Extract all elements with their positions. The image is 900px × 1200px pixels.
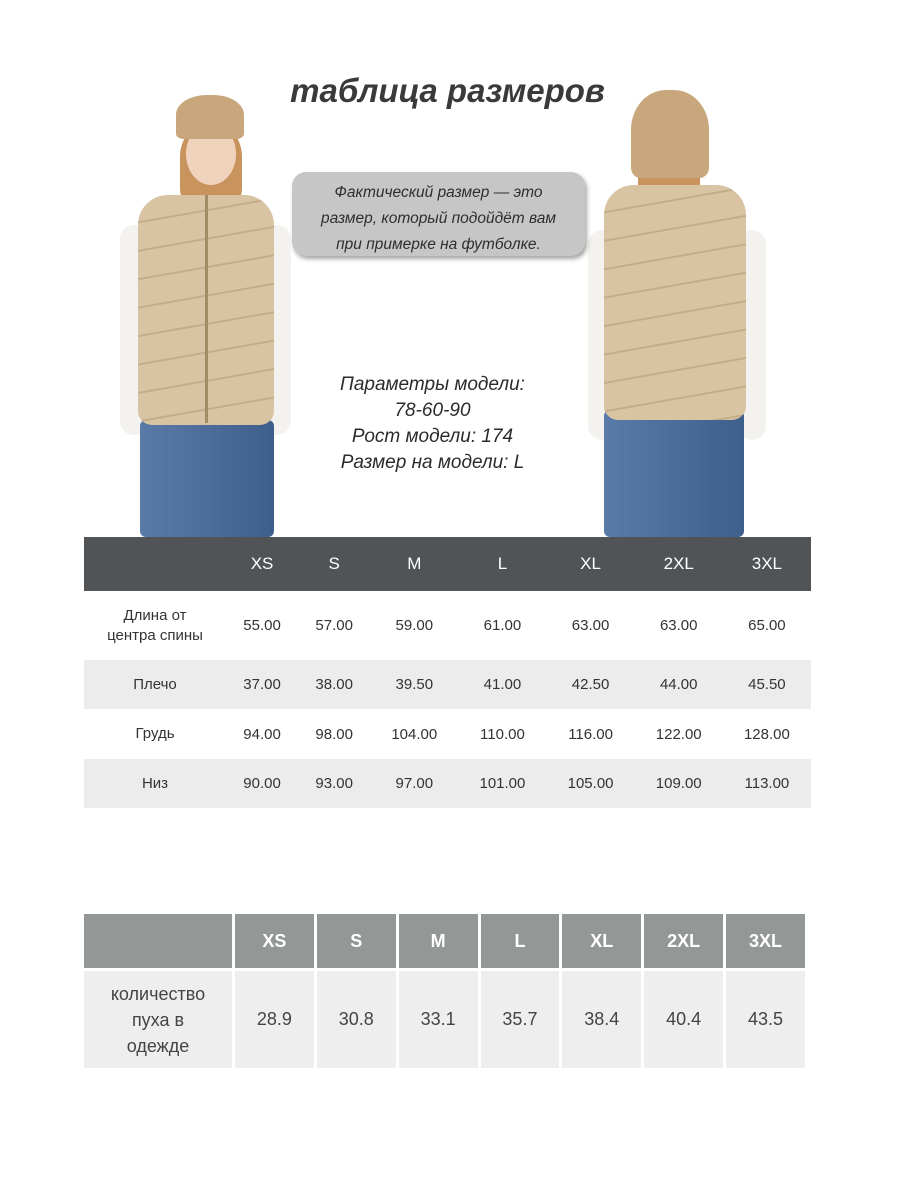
- table-header-row: [84, 914, 805, 968]
- size-header: M: [399, 914, 478, 968]
- row-label-line: Плечо: [133, 675, 177, 693]
- table-cell: 42.50: [547, 660, 635, 709]
- table-cell: 104.00: [370, 709, 458, 759]
- table-cell: 39.50: [370, 660, 458, 709]
- row-label-line: Низ: [141, 774, 169, 792]
- table-row: [84, 759, 811, 808]
- table-cell: 45.50: [723, 660, 811, 709]
- size-header: 3XL: [726, 914, 805, 968]
- model-front-photo: [118, 95, 293, 537]
- model-parameters: [300, 372, 565, 476]
- table-cell: 128.00: [723, 709, 811, 759]
- size-header: S: [317, 914, 396, 968]
- table-cell: 65.00: [723, 591, 811, 660]
- table-cell: 110.00: [458, 709, 546, 759]
- table-cell: 43.5: [726, 968, 805, 1068]
- size-header: 2XL: [644, 914, 723, 968]
- table-row: [84, 968, 805, 1068]
- size-table: [84, 537, 811, 808]
- row-label-line: одежде: [126, 1035, 190, 1056]
- beanie-icon: [631, 90, 709, 178]
- size-header: 3XL: [723, 537, 811, 591]
- table-cell: 30.8: [317, 968, 396, 1068]
- table-cell: 63.00: [547, 591, 635, 660]
- table-cell: 101.00: [458, 759, 546, 808]
- table-cell: 122.00: [635, 709, 723, 759]
- row-label-line: Длина от: [123, 606, 187, 624]
- note-line: при примерке на футболке.: [336, 236, 541, 253]
- model-line: Рост модели: 174: [351, 426, 514, 447]
- table-cell: 40.4: [644, 968, 723, 1068]
- row-label-line: Грудь: [135, 725, 175, 742]
- table-cell: 97.00: [370, 759, 458, 808]
- table-cell: 61.00: [458, 591, 546, 660]
- row-label-line: количество: [110, 983, 206, 1004]
- table-cell: 113.00: [723, 759, 811, 808]
- row-label: [84, 591, 226, 660]
- row-label: [84, 709, 226, 759]
- model-line: Размер на модели: L: [340, 452, 525, 473]
- table-row: [84, 591, 811, 660]
- table-cell: 44.00: [635, 660, 723, 709]
- down-amount-table: [81, 914, 808, 1068]
- table-header-row: [84, 537, 811, 591]
- note-line: размер, который подойдёт вам: [320, 210, 557, 227]
- size-header: M: [370, 537, 458, 591]
- table-cell: 63.00: [635, 591, 723, 660]
- model-line: 78-60-90: [394, 400, 471, 421]
- row-label: [84, 660, 226, 709]
- note-line: Фактический размер — это: [334, 184, 543, 201]
- table-cell: 94.00: [226, 709, 298, 759]
- table-cell: 57.00: [298, 591, 370, 660]
- table-cell: 28.9: [235, 968, 314, 1068]
- table-cell: 59.00: [370, 591, 458, 660]
- table-cell: 37.00: [226, 660, 298, 709]
- table-cell: 116.00: [547, 709, 635, 759]
- table-cell: 41.00: [458, 660, 546, 709]
- header-empty: [84, 914, 232, 968]
- table-cell: 109.00: [635, 759, 723, 808]
- size-header: XL: [562, 914, 641, 968]
- size-header: 2XL: [635, 537, 723, 591]
- model-back-photo: [586, 90, 771, 537]
- table-cell: 105.00: [547, 759, 635, 808]
- size-note-bubble: [292, 172, 585, 256]
- row-label: [84, 759, 226, 808]
- table-cell: 90.00: [226, 759, 298, 808]
- size-header: XS: [235, 914, 314, 968]
- table-cell: 33.1: [399, 968, 478, 1068]
- size-header: L: [481, 914, 560, 968]
- size-header: XL: [547, 537, 635, 591]
- table-cell: 93.00: [298, 759, 370, 808]
- header-empty: [84, 537, 226, 591]
- row-label-line: пуха в: [131, 1009, 185, 1030]
- row-label: [84, 968, 232, 1068]
- size-header: XS: [226, 537, 298, 591]
- table-cell: 55.00: [226, 591, 298, 660]
- size-header: S: [298, 537, 370, 591]
- table-cell: 98.00: [298, 709, 370, 759]
- table-row: [84, 709, 811, 759]
- table-cell: 38.00: [298, 660, 370, 709]
- table-cell: 38.4: [562, 968, 641, 1068]
- size-header: L: [458, 537, 546, 591]
- beanie-icon: [176, 95, 244, 139]
- page-title: таблица размеров: [290, 72, 605, 109]
- row-label-line: центра спины: [107, 626, 203, 644]
- table-row: [84, 660, 811, 709]
- model-line: Параметры модели:: [340, 374, 525, 395]
- table-cell: 35.7: [481, 968, 560, 1068]
